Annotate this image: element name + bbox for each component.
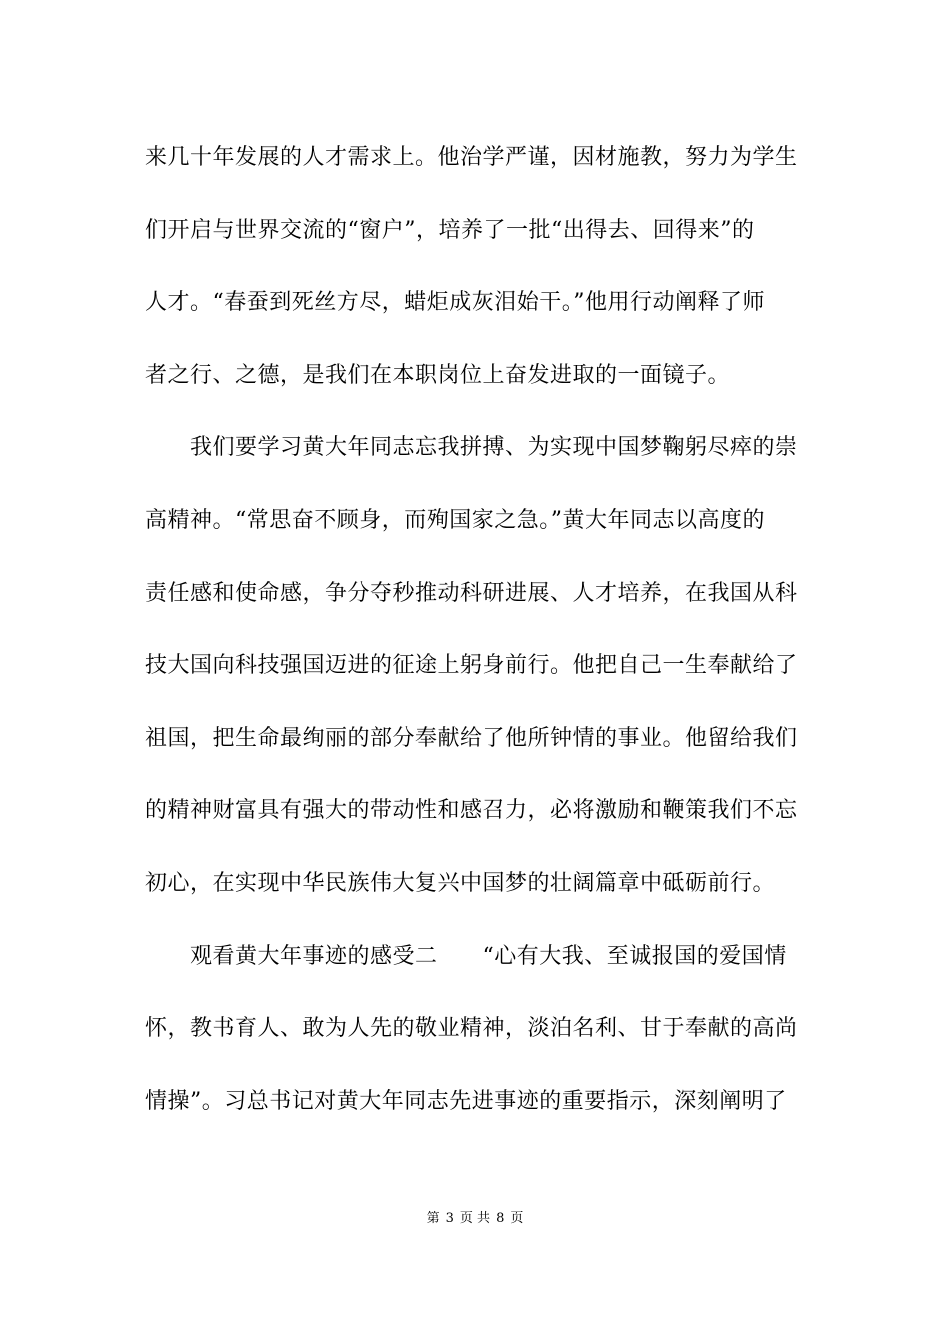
text-line: 们开启与世界交流的“窗户”，培养了一批“出得去、回得来”的: [145, 217, 755, 243]
text-line: 责任感和使命感，争分夺秒推动科研进展、人才培养，在我国从科: [145, 580, 798, 606]
text-line: 技大国向科技强国迈进的征途上躬身前行。他把自己一生奉献给了: [145, 653, 798, 679]
text-line: 的精神财富具有强大的带动性和感召力，必将激励和鞭策我们不忘: [145, 798, 798, 824]
footer-prefix: 第: [426, 1211, 440, 1226]
text-line: 怀，教书育人、敢为人先的敬业精神，淡泊名利、甘于奉献的高尚: [145, 1016, 798, 1042]
text-line: 情操”。习总书记对黄大年同志先进事迹的重要指示，深刻阐明了: [145, 1088, 787, 1114]
total-pages-number: 8: [496, 1211, 505, 1226]
footer-suffix: 页: [510, 1211, 524, 1226]
text-line: 祖国，把生命最绚丽的部分奉献给了他所钟情的事业。他留给我们: [145, 725, 798, 751]
footer-middle: 页 共: [459, 1211, 491, 1226]
page-footer: [0, 1210, 950, 1228]
text-line: 人才。“春蚕到死丝方尽，蜡炬成灰泪始干。”他用行动阐释了师: [145, 290, 765, 316]
text-line: 者之行、之德，是我们在本职岗位上奋发进取的一面镜子。: [145, 362, 731, 388]
body-text: [145, 130, 810, 1146]
text-line: 观看黄大年事迹的感受二 “心有大我、至诚报国的爱国情: [145, 943, 787, 969]
text-line: 高精神。“常思奋不顾身，而殉国家之急。”黄大年同志以高度的: [145, 507, 765, 533]
current-page-number: 3: [445, 1211, 454, 1226]
text-line: 初心，在实现中华民族伟大复兴中国梦的壮阔篇章中砥砺前行。: [145, 870, 776, 896]
text-line: 我们要学习黄大年同志忘我拼搏、为实现中国梦鞠躬尽瘁的崇: [145, 435, 798, 461]
text-line: 来几十年发展的人才需求上。他治学严谨，因材施教，努力为学生: [145, 145, 798, 170]
